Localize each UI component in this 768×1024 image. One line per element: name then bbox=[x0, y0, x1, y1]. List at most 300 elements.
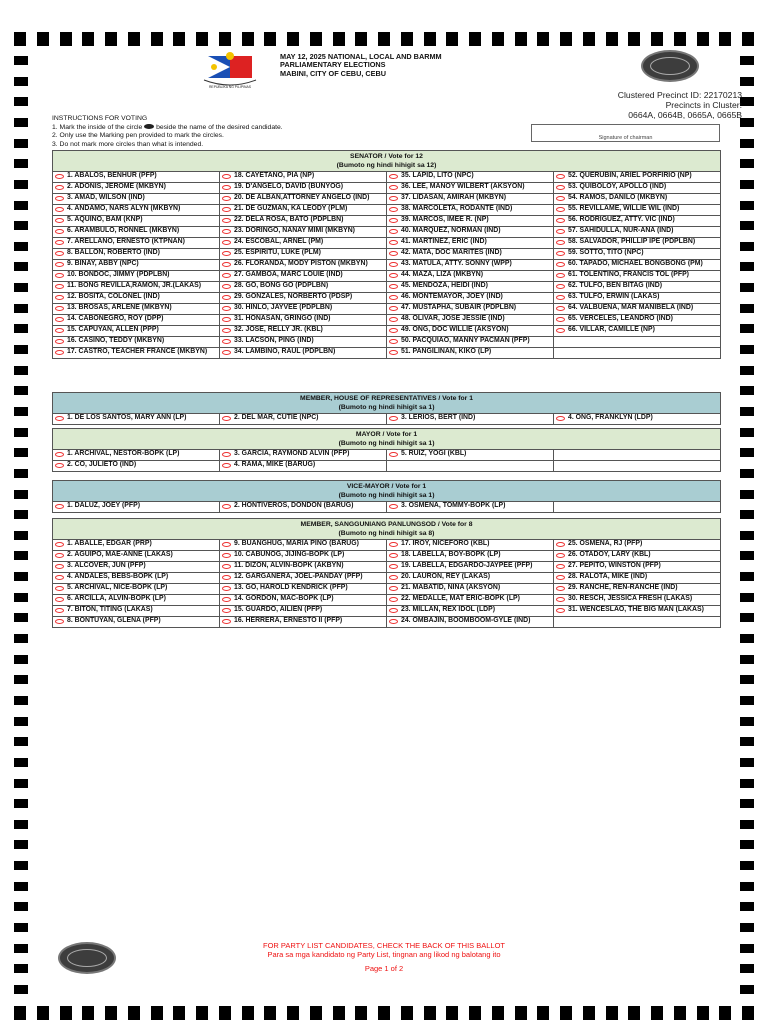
candidate-cell[interactable] bbox=[387, 271, 554, 282]
candidate-cell[interactable] bbox=[387, 304, 554, 315]
candidate-cell[interactable] bbox=[53, 282, 220, 293]
vote-oval[interactable] bbox=[556, 553, 565, 558]
vote-oval[interactable] bbox=[55, 542, 64, 547]
candidate-name: 14. CABONEGRO, ROY (DPP) bbox=[67, 315, 164, 323]
candidate-name: 17. IROY, NICEFORO (KBL) bbox=[401, 540, 490, 548]
vote-oval[interactable] bbox=[55, 317, 64, 322]
vote-oval[interactable] bbox=[389, 251, 398, 256]
candidate-name: 22. DELA ROSA, BATO (PDPLBN) bbox=[234, 216, 344, 224]
candidate-name: 46. MONTEMAYOR, JOEY (IND) bbox=[401, 293, 503, 301]
timing-mark bbox=[446, 1006, 458, 1020]
candidate-cell[interactable] bbox=[387, 260, 554, 271]
timing-mark bbox=[740, 779, 754, 788]
vote-oval[interactable] bbox=[389, 207, 398, 212]
timing-mark bbox=[515, 32, 527, 46]
timing-mark bbox=[740, 696, 754, 705]
timing-mark bbox=[740, 428, 754, 437]
candidate-row bbox=[53, 606, 721, 617]
candidate-row bbox=[53, 562, 721, 573]
vote-oval[interactable] bbox=[556, 575, 565, 580]
candidate-cell[interactable] bbox=[53, 183, 220, 194]
vote-oval[interactable] bbox=[389, 273, 398, 278]
vote-oval[interactable] bbox=[222, 597, 231, 602]
vote-oval[interactable] bbox=[389, 597, 398, 602]
vote-oval[interactable] bbox=[389, 608, 398, 613]
candidate-cell[interactable] bbox=[387, 502, 554, 513]
vote-oval[interactable] bbox=[222, 295, 231, 300]
vote-oval[interactable] bbox=[222, 262, 231, 267]
candidate-cell[interactable] bbox=[554, 260, 721, 271]
vote-oval[interactable] bbox=[556, 273, 565, 278]
timing-mark bbox=[14, 262, 28, 271]
candidate-cell[interactable] bbox=[387, 595, 554, 606]
candidate-name: 29. RANCHE, REN-RANCHE (IND) bbox=[568, 584, 678, 592]
candidate-row bbox=[53, 205, 721, 216]
vote-oval[interactable] bbox=[222, 185, 231, 190]
candidate-cell[interactable] bbox=[53, 595, 220, 606]
vote-oval[interactable] bbox=[389, 504, 398, 509]
timing-mark bbox=[697, 1006, 709, 1020]
candidate-name: 39. MARCOS, IMEE R. (NP) bbox=[401, 216, 489, 224]
timing-mark bbox=[697, 32, 709, 46]
vote-oval[interactable] bbox=[55, 350, 64, 355]
candidate-cell[interactable] bbox=[387, 216, 554, 227]
candidate-cell[interactable] bbox=[554, 595, 721, 606]
vote-oval[interactable] bbox=[556, 597, 565, 602]
instruction-step-1: 1. Mark the inside of the circle beside the name of the desired candidate. bbox=[52, 123, 283, 131]
vote-oval[interactable] bbox=[556, 174, 565, 179]
vote-oval[interactable] bbox=[55, 328, 64, 333]
vote-oval[interactable] bbox=[222, 306, 231, 311]
vote-oval[interactable] bbox=[55, 284, 64, 289]
candidate-cell[interactable] bbox=[387, 606, 554, 617]
vote-oval[interactable] bbox=[389, 240, 398, 245]
candidate-cell[interactable] bbox=[220, 282, 387, 293]
vote-oval[interactable] bbox=[222, 339, 231, 344]
candidate-cell[interactable] bbox=[220, 540, 387, 551]
vote-oval[interactable] bbox=[222, 284, 231, 289]
vote-oval[interactable] bbox=[222, 564, 231, 569]
candidate-cell[interactable] bbox=[220, 260, 387, 271]
vote-oval[interactable] bbox=[55, 207, 64, 212]
candidate-name: 65. VERCELES, LEANDRO (IND) bbox=[568, 315, 673, 323]
timing-mark bbox=[242, 32, 254, 46]
candidate-cell[interactable] bbox=[387, 326, 554, 337]
vote-oval[interactable] bbox=[55, 608, 64, 613]
timing-mark bbox=[14, 139, 28, 148]
vote-oval[interactable] bbox=[55, 597, 64, 602]
vote-oval[interactable] bbox=[556, 328, 565, 333]
candidate-name: 56. RODRIGUEZ, ATTY. VIC (IND) bbox=[568, 216, 675, 224]
candidate-cell[interactable] bbox=[220, 584, 387, 595]
vote-oval[interactable] bbox=[389, 350, 398, 355]
vote-oval[interactable] bbox=[389, 575, 398, 580]
header-line-3: MABINI, CITY OF CEBU, CEBU bbox=[280, 68, 387, 78]
vote-oval[interactable] bbox=[55, 416, 64, 421]
vote-oval[interactable] bbox=[389, 339, 398, 344]
candidate-name: 52. QUERUBIN, ARIEL PORFIRIO (NP) bbox=[568, 172, 692, 180]
candidate-row bbox=[53, 249, 721, 260]
candidate-cell[interactable] bbox=[387, 337, 554, 348]
candidate-cell[interactable] bbox=[220, 606, 387, 617]
candidate-cell[interactable] bbox=[53, 249, 220, 260]
vote-oval[interactable] bbox=[222, 350, 231, 355]
candidate-cell[interactable] bbox=[387, 238, 554, 249]
vote-oval[interactable] bbox=[222, 586, 231, 591]
vote-oval[interactable] bbox=[222, 229, 231, 234]
candidate-cell[interactable] bbox=[220, 573, 387, 584]
candidate-cell[interactable] bbox=[53, 304, 220, 315]
candidate-cell[interactable] bbox=[220, 461, 387, 472]
candidate-cell[interactable] bbox=[554, 326, 721, 337]
vote-oval[interactable] bbox=[222, 196, 231, 201]
candidate-cell[interactable] bbox=[220, 293, 387, 304]
vote-oval[interactable] bbox=[556, 306, 565, 311]
vote-oval[interactable] bbox=[389, 284, 398, 289]
candidate-cell[interactable] bbox=[554, 249, 721, 260]
candidate-name: 54. RAMOS, DANILO (MKBYN) bbox=[568, 194, 668, 202]
candidate-cell[interactable] bbox=[53, 617, 220, 628]
timing-mark bbox=[424, 32, 436, 46]
vote-oval[interactable] bbox=[389, 416, 398, 421]
vote-oval[interactable] bbox=[556, 317, 565, 322]
vote-oval[interactable] bbox=[556, 416, 565, 421]
candidate-cell[interactable] bbox=[53, 540, 220, 551]
candidate-name: 59. SOTTO, TITO (NPC) bbox=[568, 249, 644, 257]
candidate-cell[interactable] bbox=[554, 540, 721, 551]
vote-oval[interactable] bbox=[222, 504, 231, 509]
candidate-cell[interactable] bbox=[220, 502, 387, 513]
candidate-cell[interactable] bbox=[387, 617, 554, 628]
vote-oval[interactable] bbox=[55, 619, 64, 624]
candidate-cell[interactable] bbox=[554, 216, 721, 227]
candidate-name: 62. TULFO, BEN BITAG (IND) bbox=[568, 282, 663, 290]
chairman-signature-box[interactable] bbox=[531, 124, 720, 142]
candidate-cell[interactable] bbox=[387, 450, 554, 461]
candidate-cell[interactable] bbox=[53, 260, 220, 271]
candidate-cell[interactable] bbox=[387, 551, 554, 562]
candidate-name: 1. DE LOS SANTOS, MARY ANN (LP) bbox=[67, 414, 187, 422]
vote-oval[interactable] bbox=[389, 229, 398, 234]
candidate-cell[interactable] bbox=[554, 414, 721, 425]
vote-oval[interactable] bbox=[222, 273, 231, 278]
timing-mark bbox=[740, 758, 754, 767]
candidate-cell[interactable] bbox=[554, 584, 721, 595]
candidate-name: 2. ADONIS, JEROME (MKBYN) bbox=[67, 183, 166, 191]
vote-oval[interactable] bbox=[55, 586, 64, 591]
vote-oval[interactable] bbox=[55, 504, 64, 509]
vote-oval[interactable] bbox=[222, 317, 231, 322]
timing-mark bbox=[14, 696, 28, 705]
candidate-name: 6. ARCILLA, ALVIN-BOPK (LP) bbox=[67, 595, 166, 603]
vote-oval[interactable] bbox=[222, 416, 231, 421]
candidate-cell[interactable] bbox=[554, 304, 721, 315]
candidate-cell[interactable] bbox=[387, 183, 554, 194]
vote-oval[interactable] bbox=[389, 295, 398, 300]
vote-oval[interactable] bbox=[55, 174, 64, 179]
vote-oval[interactable] bbox=[55, 251, 64, 256]
vote-oval[interactable] bbox=[556, 218, 565, 223]
vote-oval[interactable] bbox=[389, 542, 398, 547]
vote-oval[interactable] bbox=[222, 553, 231, 558]
mayor-header bbox=[53, 429, 721, 450]
candidate-name: 45. MENDOZA, HEIDI (IND) bbox=[401, 282, 488, 290]
vote-oval[interactable] bbox=[55, 564, 64, 569]
vote-oval[interactable] bbox=[222, 174, 231, 179]
timing-mark bbox=[14, 634, 28, 643]
vote-oval[interactable] bbox=[556, 586, 565, 591]
vote-oval[interactable] bbox=[389, 306, 398, 311]
candidate-cell[interactable] bbox=[53, 326, 220, 337]
candidate-name: 9. BINAY, ABBY (NPC) bbox=[67, 260, 139, 268]
candidate-cell[interactable] bbox=[387, 282, 554, 293]
vote-oval[interactable] bbox=[389, 328, 398, 333]
candidate-cell[interactable] bbox=[387, 194, 554, 205]
vote-oval[interactable] bbox=[556, 608, 565, 613]
candidate-cell[interactable] bbox=[53, 216, 220, 227]
candidate-cell[interactable] bbox=[554, 205, 721, 216]
candidate-cell[interactable] bbox=[554, 315, 721, 326]
candidate-cell[interactable] bbox=[53, 562, 220, 573]
candidate-cell[interactable] bbox=[220, 414, 387, 425]
vote-oval[interactable] bbox=[55, 463, 64, 468]
candidate-row bbox=[53, 260, 721, 271]
vote-oval[interactable] bbox=[556, 251, 565, 256]
vote-oval[interactable] bbox=[55, 218, 64, 223]
candidate-cell[interactable] bbox=[220, 194, 387, 205]
candidate-cell[interactable] bbox=[220, 562, 387, 573]
candidate-cell[interactable] bbox=[220, 172, 387, 183]
candidate-cell[interactable] bbox=[220, 238, 387, 249]
vote-oval[interactable] bbox=[55, 295, 64, 300]
timing-mark bbox=[14, 572, 28, 581]
vote-oval[interactable] bbox=[222, 207, 231, 212]
vote-oval[interactable] bbox=[222, 218, 231, 223]
candidate-name: 43. MATULA, ATTY. SONNY (WPP) bbox=[401, 260, 512, 268]
candidate-name: 20. DE ALBAN,ATTORNEY ANGELO (IND) bbox=[234, 194, 370, 202]
timing-mark bbox=[674, 32, 686, 46]
candidate-cell[interactable] bbox=[387, 227, 554, 238]
vote-oval[interactable] bbox=[556, 196, 565, 201]
candidate-name: 12. BOSITA, COLONEL (IND) bbox=[67, 293, 160, 301]
timing-mark bbox=[14, 551, 28, 560]
candidate-cell[interactable] bbox=[220, 227, 387, 238]
vote-oval[interactable] bbox=[556, 240, 565, 245]
vote-oval[interactable] bbox=[389, 452, 398, 457]
timing-mark bbox=[740, 242, 754, 251]
philippine-seal-icon bbox=[200, 50, 270, 90]
vote-oval[interactable] bbox=[222, 575, 231, 580]
vote-oval[interactable] bbox=[222, 251, 231, 256]
vote-oval[interactable] bbox=[389, 553, 398, 558]
candidate-cell[interactable] bbox=[53, 337, 220, 348]
candidate-cell[interactable] bbox=[387, 562, 554, 573]
vote-oval[interactable] bbox=[55, 229, 64, 234]
candidate-cell[interactable] bbox=[220, 617, 387, 628]
candidate-cell[interactable] bbox=[220, 216, 387, 227]
timing-mark bbox=[740, 737, 754, 746]
candidate-cell[interactable] bbox=[220, 348, 387, 359]
candidate-row bbox=[53, 502, 721, 513]
candidate-cell[interactable] bbox=[53, 414, 220, 425]
candidate-name: 37. LIDASAN, AMIRAH (MKBYN) bbox=[401, 194, 507, 202]
vote-oval[interactable] bbox=[556, 185, 565, 190]
vote-oval[interactable] bbox=[55, 575, 64, 580]
candidate-cell[interactable] bbox=[387, 540, 554, 551]
timing-mark bbox=[60, 1006, 72, 1020]
vote-oval[interactable] bbox=[389, 317, 398, 322]
candidate-cell[interactable] bbox=[554, 238, 721, 249]
candidate-cell[interactable] bbox=[387, 414, 554, 425]
vote-oval[interactable] bbox=[222, 542, 231, 547]
timing-mark bbox=[14, 655, 28, 664]
timing-mark bbox=[14, 779, 28, 788]
candidate-name: 16. HERRERA, ERNESTO II (PFP) bbox=[234, 617, 343, 625]
candidate-cell[interactable] bbox=[554, 282, 721, 293]
timing-mark bbox=[606, 1006, 618, 1020]
vote-oval[interactable] bbox=[389, 262, 398, 267]
candidate-row bbox=[53, 194, 721, 205]
candidate-cell[interactable] bbox=[53, 271, 220, 282]
candidate-cell[interactable] bbox=[554, 183, 721, 194]
candidate-cell[interactable] bbox=[53, 584, 220, 595]
timing-mark bbox=[740, 97, 754, 106]
candidate-cell[interactable] bbox=[53, 348, 220, 359]
candidate-cell[interactable] bbox=[220, 326, 387, 337]
vote-oval[interactable] bbox=[55, 240, 64, 245]
candidate-cell[interactable] bbox=[53, 227, 220, 238]
candidate-cell[interactable] bbox=[53, 606, 220, 617]
vote-oval[interactable] bbox=[55, 196, 64, 201]
candidate-cell[interactable] bbox=[220, 183, 387, 194]
senator-header bbox=[53, 151, 721, 172]
candidate-cell[interactable] bbox=[554, 606, 721, 617]
vote-oval[interactable] bbox=[389, 619, 398, 624]
vote-oval[interactable] bbox=[556, 229, 565, 234]
candidate-row bbox=[53, 540, 721, 551]
candidate-name: 28. RALOTA, MIKE (IND) bbox=[568, 573, 648, 581]
candidate-cell[interactable] bbox=[220, 205, 387, 216]
vote-oval[interactable] bbox=[389, 174, 398, 179]
candidate-cell[interactable] bbox=[220, 271, 387, 282]
vote-oval[interactable] bbox=[556, 564, 565, 569]
candidate-cell[interactable] bbox=[53, 573, 220, 584]
vote-oval[interactable] bbox=[556, 284, 565, 289]
vote-oval[interactable] bbox=[55, 452, 64, 457]
candidate-cell[interactable] bbox=[387, 172, 554, 183]
candidate-cell[interactable] bbox=[220, 249, 387, 260]
candidate-cell[interactable] bbox=[387, 293, 554, 304]
candidate-cell[interactable] bbox=[53, 205, 220, 216]
precinct-id: Clustered Precinct ID: 22170213 bbox=[617, 90, 742, 100]
candidate-cell[interactable] bbox=[554, 194, 721, 205]
timing-mark bbox=[14, 221, 28, 230]
candidate-cell[interactable] bbox=[53, 194, 220, 205]
timing-mark bbox=[82, 1006, 94, 1020]
timing-mark bbox=[492, 32, 504, 46]
vote-oval[interactable] bbox=[556, 542, 565, 547]
vote-oval[interactable] bbox=[556, 262, 565, 267]
candidate-cell[interactable] bbox=[554, 562, 721, 573]
vote-oval[interactable] bbox=[222, 619, 231, 624]
candidate-cell[interactable] bbox=[387, 205, 554, 216]
candidate-cell[interactable] bbox=[220, 315, 387, 326]
candidate-cell[interactable] bbox=[220, 551, 387, 562]
candidate-cell[interactable] bbox=[220, 337, 387, 348]
candidate-cell[interactable] bbox=[53, 238, 220, 249]
candidate-cell[interactable] bbox=[387, 348, 554, 359]
candidate-cell[interactable] bbox=[53, 293, 220, 304]
candidate-cell[interactable] bbox=[53, 315, 220, 326]
candidate-name: 3. ALCOVER, JUN (PFP) bbox=[67, 562, 146, 570]
timing-mark bbox=[14, 118, 28, 127]
vote-oval[interactable] bbox=[222, 452, 231, 457]
candidate-cell[interactable] bbox=[554, 271, 721, 282]
timing-mark bbox=[740, 118, 754, 127]
signature-label: Signature of chairman bbox=[598, 135, 653, 141]
candidate-cell[interactable] bbox=[554, 293, 721, 304]
candidate-cell[interactable] bbox=[220, 595, 387, 606]
vote-oval[interactable] bbox=[222, 328, 231, 333]
vote-oval[interactable] bbox=[55, 273, 64, 278]
vote-oval[interactable] bbox=[222, 608, 231, 613]
vote-oval[interactable] bbox=[222, 463, 231, 468]
timing-mark bbox=[14, 593, 28, 602]
candidate-cell[interactable] bbox=[220, 304, 387, 315]
vote-oval[interactable] bbox=[55, 262, 64, 267]
timing-mark bbox=[424, 1006, 436, 1020]
candidate-cell[interactable] bbox=[554, 172, 721, 183]
candidate-cell[interactable] bbox=[387, 315, 554, 326]
vote-oval[interactable] bbox=[389, 196, 398, 201]
vote-oval[interactable] bbox=[55, 339, 64, 344]
candidate-cell[interactable] bbox=[53, 450, 220, 461]
candidate-cell[interactable] bbox=[53, 172, 220, 183]
vote-oval[interactable] bbox=[389, 586, 398, 591]
vote-oval[interactable] bbox=[389, 564, 398, 569]
candidate-cell[interactable] bbox=[554, 573, 721, 584]
vote-oval[interactable] bbox=[55, 306, 64, 311]
contest-subtitle: (Bumoto ng hindi hihigit sa 8) bbox=[338, 530, 435, 537]
candidate-cell[interactable] bbox=[387, 573, 554, 584]
candidate-name: 7. BITON, TITING (LAKAS) bbox=[67, 606, 153, 614]
candidate-cell[interactable] bbox=[220, 450, 387, 461]
vote-oval[interactable] bbox=[55, 553, 64, 558]
candidate-name: 5. AQUINO, BAM (KNP) bbox=[67, 216, 143, 224]
timing-mark bbox=[14, 386, 28, 395]
timing-mark bbox=[740, 923, 754, 932]
timing-mark bbox=[128, 32, 140, 46]
vote-oval[interactable] bbox=[222, 240, 231, 245]
candidate-cell[interactable] bbox=[387, 584, 554, 595]
vote-oval[interactable] bbox=[389, 185, 398, 190]
candidate-cell[interactable] bbox=[53, 502, 220, 513]
vote-oval[interactable] bbox=[556, 295, 565, 300]
candidate-cell[interactable] bbox=[53, 461, 220, 472]
candidate-cell[interactable] bbox=[554, 227, 721, 238]
candidate-cell[interactable] bbox=[387, 249, 554, 260]
candidate-name: 10. BONDOC, JIMMY (PDPLBN) bbox=[67, 271, 170, 279]
candidate-name: 64. VALBUENA, MAR MANIBELA (IND) bbox=[568, 304, 694, 312]
candidate-cell[interactable] bbox=[554, 551, 721, 562]
candidate-cell[interactable] bbox=[53, 551, 220, 562]
timing-mark bbox=[14, 448, 28, 457]
timing-mark bbox=[14, 159, 28, 168]
timing-mark bbox=[151, 32, 163, 46]
vote-oval[interactable] bbox=[556, 207, 565, 212]
vote-oval[interactable] bbox=[55, 185, 64, 190]
vote-oval[interactable] bbox=[389, 218, 398, 223]
